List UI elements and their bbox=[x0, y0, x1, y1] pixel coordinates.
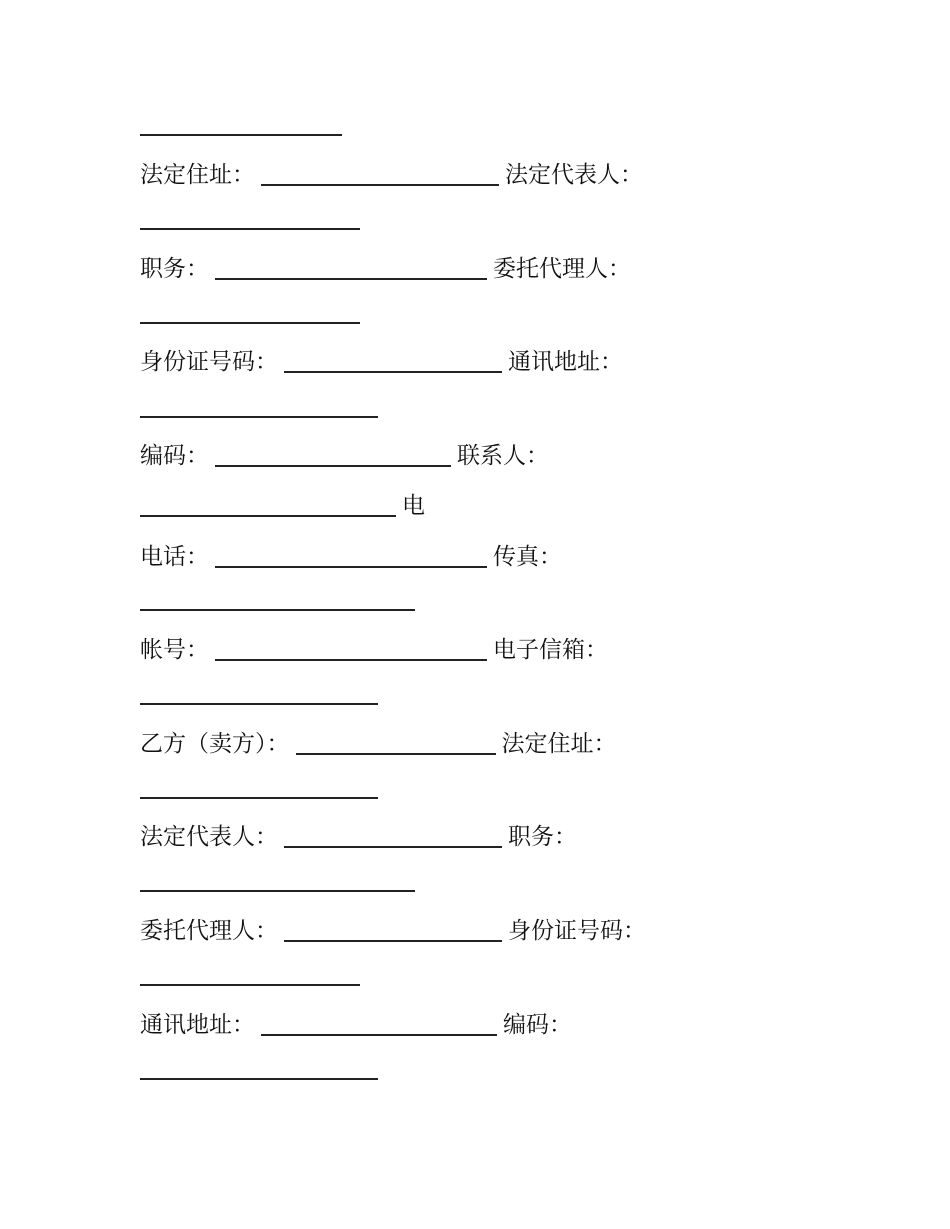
blank-line bbox=[215, 465, 451, 467]
label-dian: 电 bbox=[402, 493, 425, 519]
blank-line bbox=[140, 515, 396, 517]
label-legal-address-b: 法定住址： bbox=[501, 731, 617, 757]
form-row-account bbox=[140, 635, 608, 665]
blank-line bbox=[140, 703, 378, 705]
blank-line bbox=[284, 371, 502, 373]
blank-line bbox=[284, 846, 502, 848]
label-agent-b: 委托代理人： bbox=[140, 918, 278, 944]
blank-line bbox=[140, 609, 415, 611]
blank-line bbox=[140, 797, 378, 799]
blank-line bbox=[140, 1078, 378, 1080]
label-email: 电子信箱： bbox=[493, 637, 608, 663]
blank-line bbox=[215, 566, 487, 568]
form-row-id-number bbox=[140, 347, 623, 377]
label-agent: 委托代理人： bbox=[493, 256, 631, 282]
label-party-b: 乙方（卖方）： bbox=[140, 731, 290, 757]
label-postcode-b: 编码： bbox=[503, 1012, 572, 1038]
label-contact: 联系人： bbox=[457, 443, 549, 469]
label-position-b: 职务： bbox=[508, 824, 577, 850]
form-row-legal-rep-b bbox=[140, 822, 577, 852]
label-id-number: 身份证号码： bbox=[140, 349, 278, 375]
form-row-position bbox=[140, 254, 631, 284]
blank-line bbox=[140, 134, 342, 136]
blank-line bbox=[284, 940, 502, 942]
label-mail-address-b: 通讯地址： bbox=[140, 1012, 255, 1038]
form-row-agent-b bbox=[140, 916, 646, 946]
label-postcode: 编码： bbox=[140, 443, 209, 469]
blank-line bbox=[140, 984, 360, 986]
label-position: 职务： bbox=[140, 256, 209, 282]
blank-line bbox=[140, 322, 360, 324]
blank-line bbox=[296, 753, 496, 755]
blank-line bbox=[261, 184, 499, 186]
blank-line bbox=[140, 416, 378, 418]
label-account: 帐号： bbox=[140, 637, 209, 663]
form-row-mail-address-b bbox=[140, 1010, 572, 1040]
blank-line bbox=[215, 278, 487, 280]
form-row-contact-blank bbox=[140, 491, 425, 521]
form-row-legal-address bbox=[140, 160, 643, 190]
blank-line bbox=[261, 1034, 497, 1036]
label-fax: 传真： bbox=[493, 544, 562, 570]
form-row-postcode bbox=[140, 441, 549, 471]
label-id-number-b: 身份证号码： bbox=[508, 918, 646, 944]
label-mail-address: 通讯地址： bbox=[508, 349, 623, 375]
blank-line bbox=[140, 228, 360, 230]
label-phone: 电话： bbox=[140, 544, 209, 570]
blank-line bbox=[215, 659, 487, 661]
label-legal-address: 法定住址： bbox=[140, 162, 255, 188]
form-row-party-b bbox=[140, 729, 617, 759]
label-legal-rep: 法定代表人： bbox=[505, 162, 643, 188]
label-legal-rep-b: 法定代表人： bbox=[140, 824, 278, 850]
blank-line bbox=[140, 890, 415, 892]
form-row-phone bbox=[140, 542, 562, 572]
